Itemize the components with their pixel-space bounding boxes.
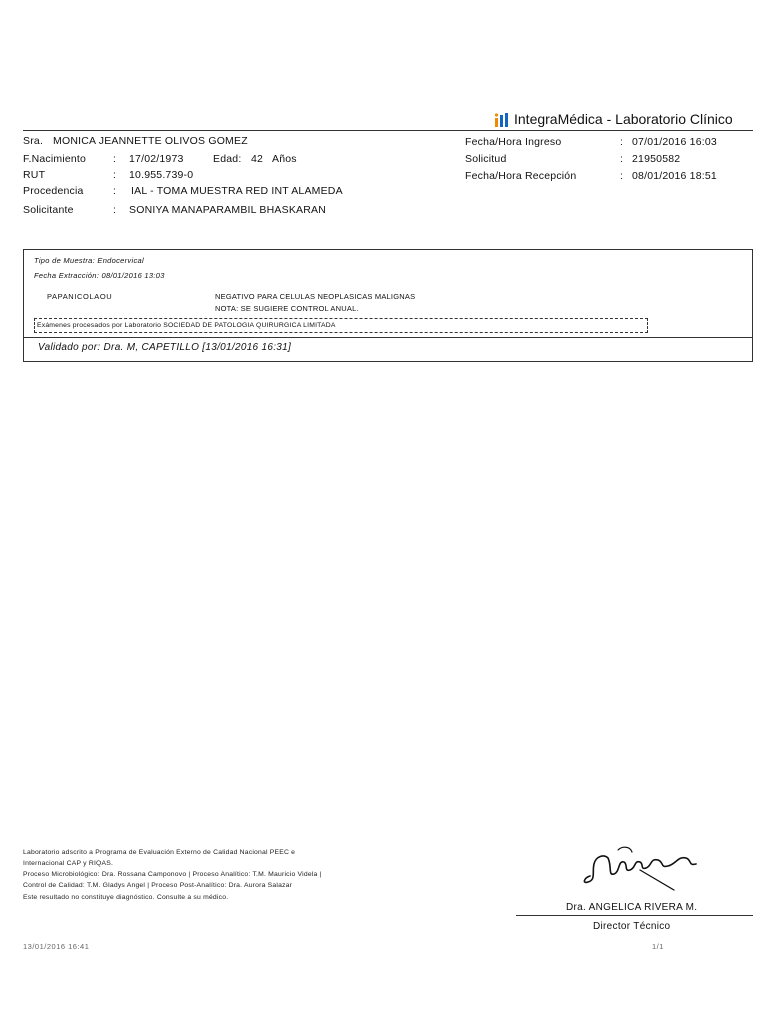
ingreso-colon: : bbox=[620, 136, 624, 148]
print-timestamp: 13/01/2016 16:41 bbox=[23, 942, 90, 951]
brand-title: IntegraMédica - Laboratorio Clínico bbox=[514, 111, 733, 127]
validation-divider bbox=[23, 337, 753, 338]
birth-date-colon: : bbox=[113, 153, 117, 165]
director-name: Dra. ANGELICA RIVERA M. bbox=[566, 902, 698, 913]
solicitud-colon: : bbox=[620, 153, 624, 165]
ingreso-value: 07/01/2016 16:03 bbox=[632, 136, 717, 148]
director-title: Director Técnico bbox=[593, 921, 671, 932]
requester-value: SONIYA MANAPARAMBIL BHASKARAN bbox=[129, 204, 326, 216]
rut-value: 10.955.739-0 bbox=[129, 169, 194, 181]
exam-note: NOTA: SE SUGIERE CONTROL ANUAL. bbox=[215, 304, 359, 313]
integramedica-logo-icon bbox=[494, 112, 510, 128]
origin-label: Procedencia bbox=[23, 185, 84, 197]
origin-colon: : bbox=[113, 185, 117, 197]
solicitud-value: 21950582 bbox=[632, 153, 681, 165]
footer-note-line: Internacional CAP y RIQAS. bbox=[23, 860, 114, 867]
age-unit: Años bbox=[272, 153, 297, 165]
patient-salutation: Sra. bbox=[23, 135, 44, 147]
exam-result: NEGATIVO PARA CELULAS NEOPLASICAS MALIGNAS bbox=[215, 292, 416, 301]
processed-by-text: Exámenes procesados por Laboratorio SOCIEDAD DE PATOLOGIA QUIRURGICA LIMITADA bbox=[37, 322, 336, 329]
extraction-date: Fecha Extracción: 08/01/2016 13:03 bbox=[34, 271, 165, 280]
director-signature bbox=[578, 836, 718, 896]
birth-date-label: F.Nacimiento bbox=[23, 153, 87, 165]
header-divider bbox=[23, 130, 753, 131]
birth-date-value: 17/02/1973 bbox=[129, 153, 184, 165]
age-label: Edad: bbox=[213, 153, 242, 165]
ingreso-label: Fecha/Hora Ingreso bbox=[465, 136, 562, 148]
age-value: 42 bbox=[251, 153, 264, 165]
requester-colon: : bbox=[113, 204, 117, 216]
recepcion-label: Fecha/Hora Recepción bbox=[465, 170, 577, 182]
recepcion-value: 08/01/2016 18:51 bbox=[632, 170, 717, 182]
patient-name: MONICA JEANNETTE OLIVOS GOMEZ bbox=[53, 135, 248, 147]
validated-by: Validado por: Dra. M, CAPETILLO [13/01/2016 16:31] bbox=[38, 342, 292, 353]
solicitud-label: Solicitud bbox=[465, 153, 507, 165]
sample-type: Tipo de Muestra: Endocervical bbox=[34, 256, 144, 265]
requester-label: Solicitante bbox=[23, 204, 74, 216]
rut-label: RUT bbox=[23, 169, 46, 181]
exam-name: PAPANICOLAOU bbox=[47, 292, 113, 301]
origin-value: IAL - TOMA MUESTRA RED INT ALAMEDA bbox=[131, 185, 343, 197]
rut-colon: : bbox=[113, 169, 117, 181]
footer-note-line: Proceso Microbiológico: Dra. Rossana Camponovo | Proceso Analítico: T.M. Mauricio Videla | bbox=[23, 871, 322, 878]
footer-note-line: Este resultado no constituye diagnóstico. Consulte a su médico. bbox=[23, 894, 229, 901]
recepcion-colon: : bbox=[620, 170, 624, 182]
footer-note-line: Control de Calidad: T.M. Gladys Angel | Proceso Post-Analítico: Dra. Aurora Salazar bbox=[23, 882, 293, 889]
footer-note-line: Laboratorio adscrito a Programa de Evaluación Externo de Calidad Nacional PEEC e bbox=[23, 849, 296, 856]
page-number: 1/1 bbox=[652, 942, 664, 951]
signature-line bbox=[516, 915, 753, 916]
